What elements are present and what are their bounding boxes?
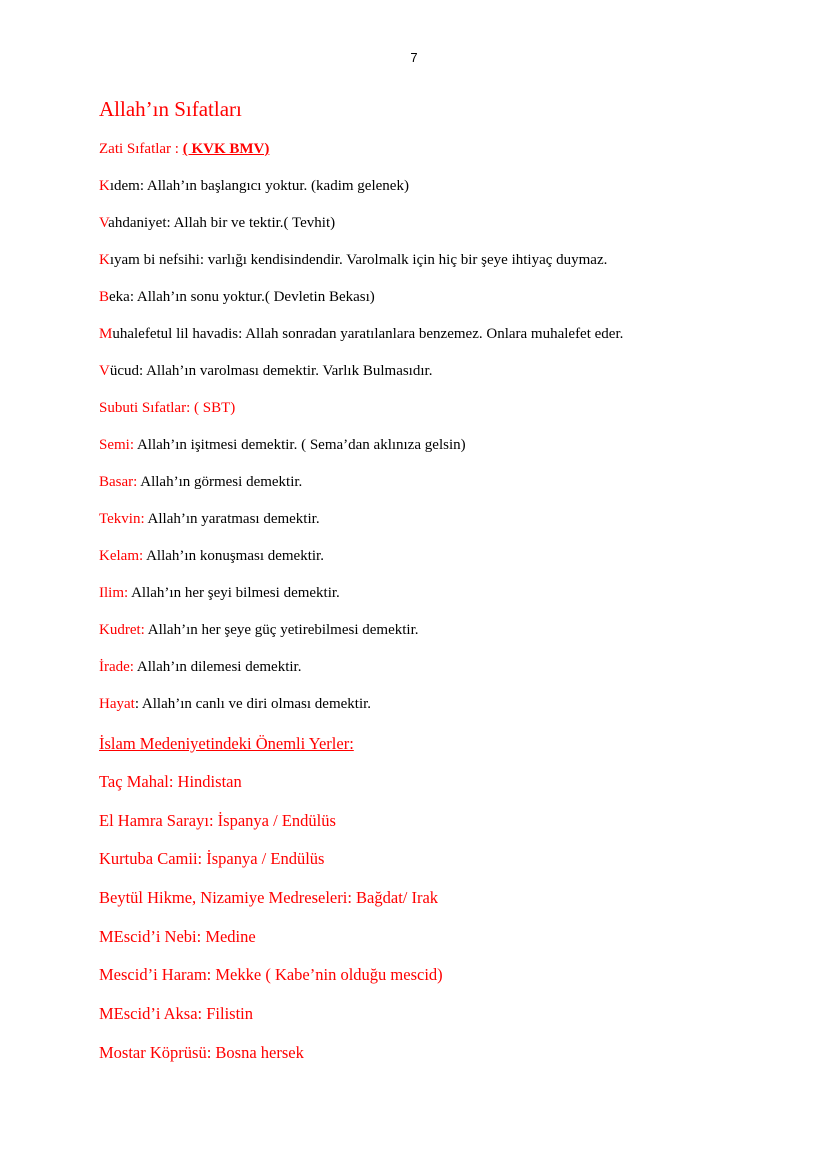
item-term: Kudret: [99,622,145,638]
item-text: Allah’ın konuşması demektir. [143,548,324,564]
item-text: uhalefetul lil havadis: Allah sonradan yaratılanlara benzemez. Onlara muhalefet eder. [112,326,624,342]
subuti-item [99,474,302,491]
item-term: İrade: [99,659,134,675]
item-initial: K [99,252,110,268]
item-text: Allah’ın her şeye güç yetirebilmesi demektir. [144,622,419,638]
place-item: El Hamra Sarayı: İspanya / Endülüs [99,811,336,830]
item-term: Kelam: [99,548,144,564]
item-initial: V [99,363,110,379]
item-text: ücud: Allah’ın varolması demektir. Varlık Bulmasıdır. [109,363,433,379]
page-title: Allah’ın Sıfatları [99,97,242,121]
page-number: 7 [410,50,418,65]
item-term: Semi: [99,437,135,453]
item-term: Tekvin: [99,511,145,527]
subuti-item [99,548,324,565]
item-term: Basar: [99,474,138,490]
item-term: Ilim: [99,585,129,601]
place-item: MEscid’i Aksa: Filistin [99,1004,254,1023]
place-item: Mescid’i Haram: Mekke ( Kabe’nin olduğu mescid) [99,965,443,984]
item-text: ıdem: Allah’ın başlangıcı yoktur. (kadim gelenek) [109,178,409,194]
place-item: Kurtuba Camii: İspanya / Endülüs [99,849,325,868]
place-item: Beytül Hikme, Nizamiye Medreseleri: Bağdat/ Irak [99,888,439,907]
item-text: Allah’ın yaratması demektir. [144,511,320,527]
zati-item [99,252,607,269]
place-item: Taç Mahal: Hindistan [99,772,242,791]
zati-heading-prefix: Zati Sıfatlar : [99,141,183,157]
item-text: Allah’ın dilemesi demektir. [133,659,302,675]
item-initial: B [99,289,110,305]
item-text: Allah’ın görmesi demektir. [137,474,303,490]
item-term: Hayat [99,696,135,712]
subuti-item [99,622,419,639]
subuti-item [99,585,340,602]
item-text: Allah’ın her şeyi bilmesi demektir. [128,585,340,601]
zati-heading [99,141,269,158]
item-initial: M [99,326,113,342]
zati-item [99,326,623,343]
subuti-heading: Subuti Sıfatlar: ( SBT) [99,400,236,416]
places-heading: İslam Medeniyetindeki Önemli Yerler: [99,734,354,753]
item-text: eka: Allah’ın sonu yoktur.( Devletin Bekası) [109,289,375,305]
zati-item [99,289,375,306]
zati-item [99,178,409,195]
place-item: Mostar Köprüsü: Bosna hersek [99,1043,304,1062]
subuti-item [99,511,320,528]
item-text: ıyam bi nefsihi: varlığı kendisindendir. Varolmalk için hiç bir şeye ihtiyaç duymaz. [109,252,608,268]
subuti-item [99,659,301,676]
subuti-item [99,696,371,713]
item-text: : Allah’ın canlı ve diri olması demektir. [134,696,372,712]
zati-item [99,215,335,232]
place-item: MEscid’i Nebi: Medine [99,927,256,946]
item-text: ahdaniyet: Allah bir ve tektir.( Tevhit) [108,215,336,231]
item-initial: V [99,215,109,231]
item-text: Allah’ın işitmesi demektir. ( Sema’dan aklınıza gelsin) [134,437,466,453]
item-initial: K [99,178,110,194]
zati-item [99,363,432,380]
subuti-item [99,437,466,454]
zati-mnemonic: ( KVK BMV) [182,141,270,157]
